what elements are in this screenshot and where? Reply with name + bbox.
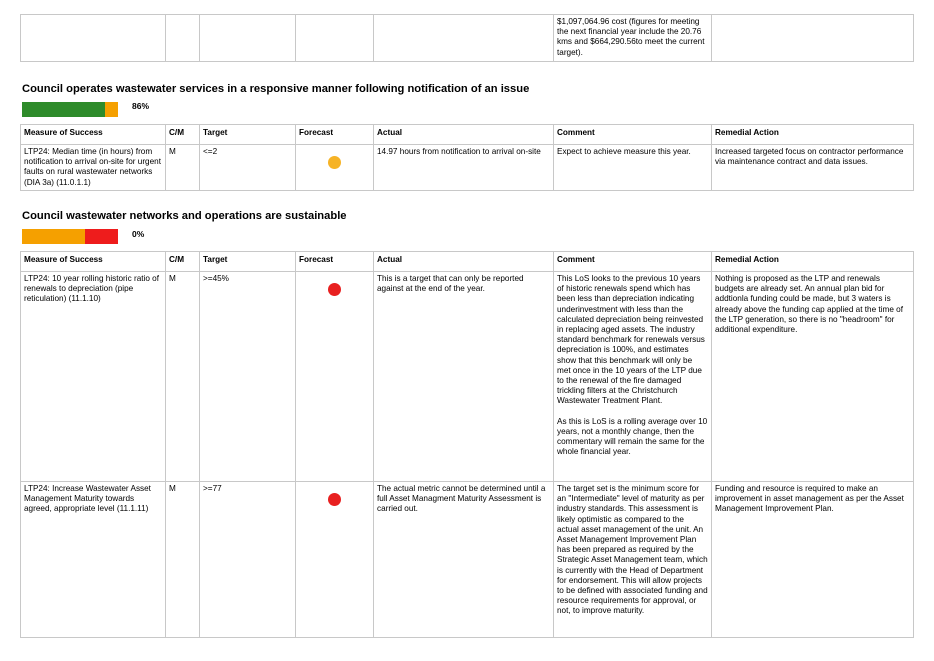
measure-cell: LTP24: Increase Wastewater Asset Management Maturity towards agreed, appropriate level (11.1.11) (21, 482, 166, 638)
table-row (21, 482, 914, 638)
header-remedial: Remedial Action (712, 252, 914, 272)
table-header-row (21, 252, 914, 272)
measure-cell: LTP24: Median time (in hours) from notification to arrival on-site for urgent faults on rural wastewater networks (DIA 3a) (11.0.1.1) (21, 145, 166, 191)
forecast-red-dot-icon (328, 493, 341, 506)
forecast-red-dot-icon (328, 283, 341, 296)
target-cell: >=45% (200, 272, 296, 482)
measure-cell: LTP24: 10 year rolling historic ratio of renewals to depreciation (pipe reticulation) (11.1.10) (21, 272, 166, 482)
remedial-cell: Nothing is proposed as the LTP and renewals budgets are already set. An annual plan bid for addtionla funding could be made, but 3 waters is already above the funding cap applied at the time of the LTP generation, so there is no "headroom" for additional expenditure. (712, 272, 914, 482)
fragment-comment: $1,097,064.96 cost (figures for meeting the next financial year include the 20.76 kms and $664,290.56to meet the current target). (554, 15, 712, 62)
previous-table-fragment (20, 14, 914, 62)
forecast-amber-dot-icon (328, 156, 341, 169)
forecast-cell (296, 145, 374, 191)
progress-segment-red (85, 229, 118, 244)
cm-cell: M (166, 272, 200, 482)
header-actual: Actual (374, 252, 554, 272)
forecast-cell (296, 482, 374, 638)
header-forecast: Forecast (296, 125, 374, 145)
cell-empty (374, 15, 554, 62)
header-target: Target (200, 252, 296, 272)
target-cell: <=2 (200, 145, 296, 191)
measures-table (20, 251, 914, 638)
header-actual: Actual (374, 125, 554, 145)
progress-bar (22, 229, 118, 244)
actual-cell: This is a target that can only be reported against at the end of the year. (374, 272, 554, 482)
remedial-cell: Increased targeted focus on contractor performance via maintenance contract and data issues. (712, 145, 914, 191)
progress-segment-orange (105, 102, 118, 117)
header-target: Target (200, 125, 296, 145)
progress-percent: 86% (132, 101, 150, 111)
remedial-cell: Funding and resource is required to make an improvement in asset management as per the Asset Management Improvement Plan. (712, 482, 914, 638)
header-forecast: Forecast (296, 252, 374, 272)
progress-segment-green (22, 102, 105, 117)
table-header-row (21, 125, 914, 145)
cell-empty (712, 15, 914, 62)
header-measure: Measure of Success (21, 125, 166, 145)
measures-table (20, 124, 914, 191)
forecast-cell (296, 272, 374, 482)
header-remedial: Remedial Action (712, 125, 914, 145)
section-title: Council wastewater networks and operations are sustainable (22, 210, 347, 222)
actual-cell: 14.97 hours from notification to arrival on-site (374, 145, 554, 191)
header-cm: C/M (166, 252, 200, 272)
table-row (21, 145, 914, 191)
header-cm: C/M (166, 125, 200, 145)
progress-segment-orange (22, 229, 85, 244)
progress-bar (22, 102, 118, 117)
cm-cell: M (166, 482, 200, 638)
table-row (21, 272, 914, 482)
cell-empty (200, 15, 296, 62)
comment-cell: This LoS looks to the previous 10 years of historic renewals spend which has been less than depreciation indicating underinvestment with less than the calculated depreciation being reinvested in replacing aged assets. The industry standard benchmark for renewals versus depreciation is 100%, and estimates show that this benchmark will only be met once in the 10 years of the LTP due to the renewal of the fire damaged trickling filters at the Christchurch Wastewater Treatment Plant. As this is LoS is a rolling average over 10 years, not a monthly change, then the commentary will remain the same for the whole financial year. (554, 272, 712, 482)
target-cell: >=77 (200, 482, 296, 638)
comment-cell: The target set is the minimum score for an "Intermediate" level of maturity as per industry standards. This assessment is likely optimistic as compared to the actual asset management of the unit. An Asset Management Improvement Plan has been prepared as required by the Strategic Asset Management team, which is currently with the Head of Department for endorsement. This will allow projects to be defined with associated funding and resource requirements for approval, or not, to improve maturity. (554, 482, 712, 638)
header-measure: Measure of Success (21, 252, 166, 272)
header-comment: Comment (554, 125, 712, 145)
actual-cell: The actual metric cannot be determined until a full Asset Managment Maturity Assessment is carried out. (374, 482, 554, 638)
cell-empty (21, 15, 166, 62)
header-comment: Comment (554, 252, 712, 272)
cm-cell: M (166, 145, 200, 191)
progress-percent: 0% (132, 229, 145, 239)
cell-empty (296, 15, 374, 62)
comment-cell: Expect to achieve measure this year. (554, 145, 712, 191)
section-title: Council operates wastewater services in a responsive manner following notification of an issue (22, 83, 530, 95)
cell-empty (166, 15, 200, 62)
